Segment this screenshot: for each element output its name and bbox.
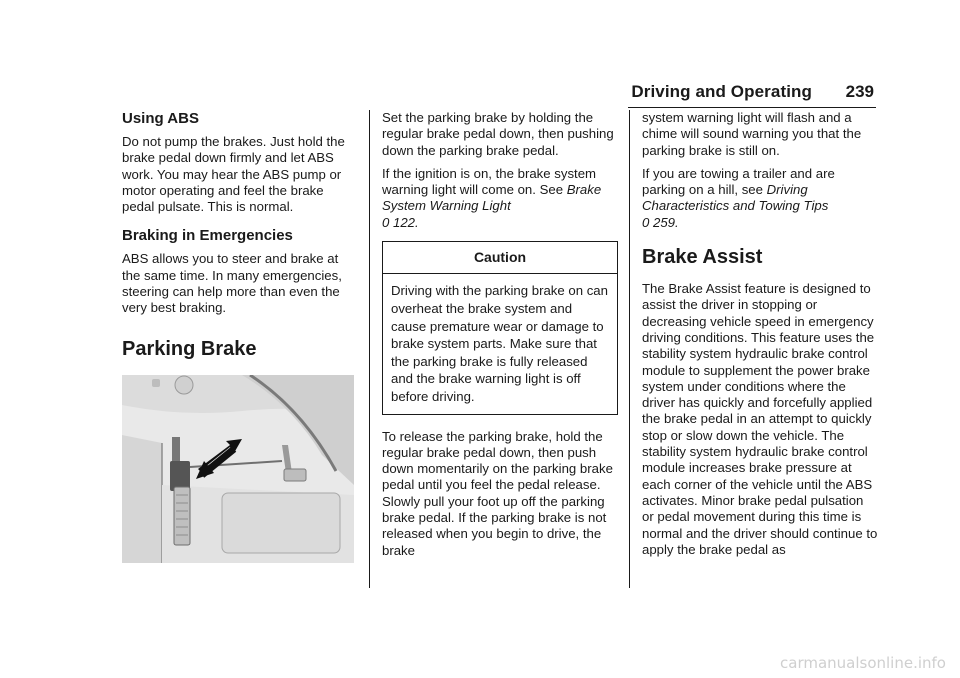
caution-title: Caution	[383, 242, 617, 274]
column-2	[382, 110, 618, 566]
using-abs-paragraph: Do not pump the brakes. Just hold the brake pedal down firmly and let ABS work. You may hear the ABS pump or motor operating and feel the brake pedal pulsate. This is normal.	[122, 134, 345, 215]
emergencies-paragraph: ABS allows you to steer and brake at the same time. In many emergencies, steering can help more than even the very best braking.	[122, 251, 342, 316]
ref-page-number: 122	[393, 214, 416, 230]
ignition-paragraph	[382, 166, 618, 231]
brake-assist-paragraph: The Brake Assist feature is designed to assist the driver in stopping or decreasing vehicle speed in emergency driving conditions. This feature uses the stability system hydraulic brake control module to supplement the power brake system under conditions where the driver has quickly and forcefully applied the brake pedal in an attempt to quickly stop or slow down the vehicle. The stability system hydraulic brake control module increases brake pressure at each corner of the vehicle until the ABS activates. Minor brake pedal pulsation or pedal movement during this time is normal and the driver should continue to apply the brake pedal as	[642, 281, 878, 557]
caution-text: Driving with the parking brake on can overheat the brake system and cause premature wear or damage to brake system parts. Make sure that the parking brake is fully released and the brake warning light is off before driving.	[391, 283, 608, 404]
section-title: Driving and Operating	[631, 82, 812, 101]
column-divider-1	[369, 110, 370, 588]
release-paragraph: To release the parking brake, hold the regular brake pedal down, then push down momentarily on the parking brake pedal until you feel the pedal release. Slowly pull your foot up off the parking brake pedal. If the parking brake is not released when you begin to drive, the brake	[382, 428, 613, 558]
continued-paragraph: system warning light will flash and a chime will sound warning you that the parking brake is still on.	[642, 110, 862, 158]
towing-paragraph	[642, 166, 878, 231]
towing-text: If you are towing a trailer and are parking on a hill, see	[642, 165, 835, 198]
column-divider-2	[629, 110, 630, 588]
parking-brake-illustration	[122, 375, 354, 563]
watermark: carmanualsonline.info	[780, 654, 946, 672]
towing-tips-link[interactable]: Driving Characteristics and Towing Tips	[642, 182, 829, 214]
page-number: 239	[845, 82, 874, 101]
ref-arrow-icon: 0	[642, 214, 650, 230]
brake-assist-heading: Brake Assist	[642, 246, 763, 269]
ref-page-number: 259	[653, 214, 676, 230]
set-parking-brake-paragraph: Set the parking brake by holding the regular brake pedal down, then pushing down the parking brake pedal.	[382, 110, 614, 158]
header-rule	[628, 107, 876, 108]
brake-warning-light-page-ref[interactable]: 0 122.	[382, 214, 419, 230]
column-3	[642, 110, 878, 565]
ref-arrow-icon: 0	[382, 214, 390, 230]
using-abs-heading: Using ABS	[122, 110, 199, 127]
ignition-text: If the ignition is on, the brake system warning light will come on. See	[382, 165, 597, 198]
parking-brake-heading: Parking Brake	[122, 337, 257, 360]
emergencies-heading: Braking in Emergencies	[122, 227, 293, 245]
column-1	[122, 110, 358, 563]
caution-box	[382, 241, 618, 414]
page-header	[0, 82, 960, 104]
towing-tips-page-ref[interactable]: 0 259.	[642, 214, 679, 230]
brake-warning-light-link[interactable]: Brake System Warning Light	[382, 182, 602, 214]
